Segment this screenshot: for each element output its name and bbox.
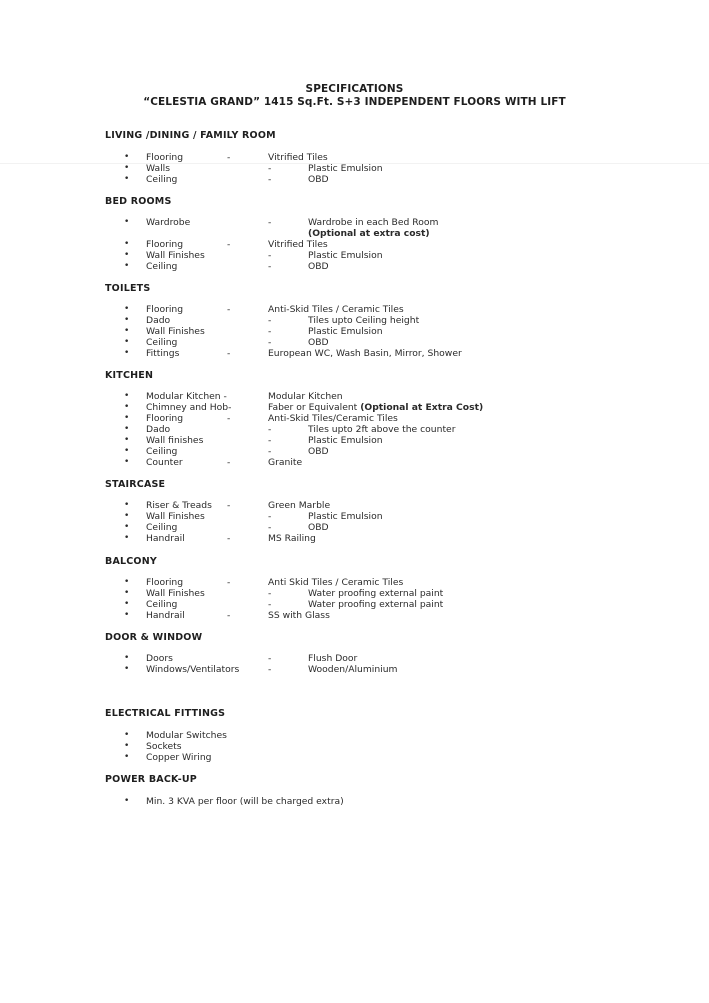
spec-row <box>0 653 709 664</box>
spec-value: Anti-Skid Tiles / Ceramic Tiles <box>268 304 404 315</box>
spec-label: Wardrobe <box>146 217 191 228</box>
spec-label: Ceiling <box>146 599 178 610</box>
spec-row <box>0 326 709 337</box>
bullet <box>124 752 130 763</box>
bullet <box>124 664 130 675</box>
section-heading-electrical: ELECTRICAL FITTINGS <box>105 708 226 719</box>
dash-separator: - <box>268 174 272 185</box>
bullet <box>124 304 130 315</box>
spec-row <box>0 217 709 228</box>
spec-note: (Optional at Extra Cost) <box>360 402 484 413</box>
dash-separator: - <box>227 533 231 544</box>
spec-value: Wardrobe in each Bed Room <box>308 217 439 228</box>
bullet <box>124 522 130 533</box>
bullet <box>124 730 130 741</box>
spec-value-text: Faber or Equivalent <box>268 402 358 413</box>
spec-row <box>0 348 709 359</box>
spec-label: Wall Finishes <box>146 250 205 261</box>
spec-label: Dado <box>146 315 171 326</box>
bullet <box>124 577 130 588</box>
bullet <box>124 500 130 511</box>
section-heading-kitchen: KITCHEN <box>105 370 154 381</box>
spec-label: Windows/Ventilators <box>146 664 240 675</box>
bullet <box>124 457 130 468</box>
dash-separator: - <box>268 511 272 522</box>
spec-row <box>0 511 709 522</box>
spec-label: Flooring <box>146 152 184 163</box>
spec-value: Tiles upto Ceiling height <box>308 315 420 326</box>
spec-note-row <box>0 228 709 239</box>
spec-value: Granite <box>268 457 303 468</box>
bullet <box>124 261 130 272</box>
item-label: Min. 3 KVA per floor (will be charged extra) <box>146 796 344 807</box>
spec-value: Wooden/Aluminium <box>308 664 398 675</box>
spec-value: Vitrified Tiles <box>268 239 328 250</box>
spec-row <box>0 152 709 163</box>
dash-separator: - <box>227 577 231 588</box>
spec-label: Flooring <box>146 239 184 250</box>
spec-row <box>0 163 709 174</box>
spec-label: Flooring <box>146 413 184 424</box>
bullet <box>124 152 130 163</box>
dash-separator: - <box>227 348 231 359</box>
spec-row <box>0 588 709 599</box>
bullet <box>124 796 130 807</box>
spec-value: Plastic Emulsion <box>308 326 383 337</box>
dash-separator: - <box>227 610 231 621</box>
bullet <box>124 174 130 185</box>
section-heading-power: POWER BACK-UP <box>105 774 197 785</box>
spec-row <box>0 457 709 468</box>
spec-value: OBD <box>308 337 329 348</box>
spec-value: Plastic Emulsion <box>308 435 383 446</box>
spec-row <box>0 577 709 588</box>
dash-separator: - <box>268 424 272 435</box>
dash-separator: - <box>268 653 272 664</box>
spec-label: Dado <box>146 424 171 435</box>
spec-label: Walls <box>146 163 171 174</box>
spec-label: Chimney and Hob- <box>146 402 232 413</box>
item-label: Copper Wiring <box>146 752 212 763</box>
dash-separator: - <box>268 588 272 599</box>
spec-label: Wall finishes <box>146 435 204 446</box>
spec-row <box>0 304 709 315</box>
list-item <box>0 730 709 741</box>
list-item <box>0 741 709 752</box>
dash-separator: - <box>268 446 272 457</box>
dash-separator: - <box>227 457 231 468</box>
page-subtitle: “CELESTIA GRAND” 1415 Sq.Ft. S+3 INDEPENDENT FLOORS WITH LIFT <box>143 96 566 108</box>
bullet <box>124 435 130 446</box>
dash-separator: - <box>268 250 272 261</box>
spec-value: OBD <box>308 522 329 533</box>
spec-row <box>0 664 709 675</box>
dash-separator: - <box>268 217 272 228</box>
spec-row <box>0 174 709 185</box>
spec-label: Ceiling <box>146 522 178 533</box>
spec-value: OBD <box>308 174 329 185</box>
spec-row <box>0 522 709 533</box>
spec-row <box>0 337 709 348</box>
page-title: SPECIFICATIONS <box>305 83 404 95</box>
bullet <box>124 446 130 457</box>
section-heading-door-window: DOOR & WINDOW <box>105 632 203 643</box>
bullet <box>124 511 130 522</box>
bullet <box>124 163 130 174</box>
bullet <box>124 217 130 228</box>
spec-row <box>0 599 709 610</box>
dash-separator: - <box>268 522 272 533</box>
bullet <box>124 402 130 413</box>
bullet <box>124 653 130 664</box>
spec-value: European WC, Wash Basin, Mirror, Shower <box>268 348 462 359</box>
bullet <box>124 239 130 250</box>
bullet <box>124 588 130 599</box>
spec-value: Anti Skid Tiles / Ceramic Tiles <box>268 577 404 588</box>
spec-value: Water proofing external paint <box>308 599 444 610</box>
dash-separator: - <box>227 152 231 163</box>
spec-label: Modular Kitchen - <box>146 391 227 402</box>
spec-row <box>0 261 709 272</box>
spec-value: Flush Door <box>308 653 358 664</box>
spec-row <box>0 315 709 326</box>
bullet <box>124 337 130 348</box>
spec-row <box>0 610 709 621</box>
section-heading-living: LIVING /DINING / FAMILY ROOM <box>105 130 276 141</box>
spec-row <box>0 250 709 261</box>
list-item <box>0 752 709 763</box>
spec-row <box>0 402 709 413</box>
item-label: Sockets <box>146 741 182 752</box>
bullet <box>124 348 130 359</box>
dash-separator: - <box>268 337 272 348</box>
dash-separator: - <box>268 261 272 272</box>
spec-row <box>0 500 709 511</box>
list-item <box>0 796 709 807</box>
bullet <box>124 413 130 424</box>
spec-label: Flooring <box>146 304 184 315</box>
spec-label: Wall Finishes <box>146 326 205 337</box>
dash-separator: - <box>227 500 231 511</box>
bullet <box>124 533 130 544</box>
spec-value: Plastic Emulsion <box>308 511 383 522</box>
dash-separator: - <box>227 413 231 424</box>
spec-value: Anti-Skid Tiles/Ceramic Tiles <box>268 413 398 424</box>
spec-label: Ceiling <box>146 261 178 272</box>
bullet <box>124 424 130 435</box>
spec-label: Handrail <box>146 533 185 544</box>
spec-row <box>0 424 709 435</box>
dash-separator: - <box>268 435 272 446</box>
section-heading-toilets: TOILETS <box>105 283 151 294</box>
bullet <box>124 326 130 337</box>
spec-label: Flooring <box>146 577 184 588</box>
spec-value: Green Marble <box>268 500 331 511</box>
item-label: Modular Switches <box>146 730 227 741</box>
spec-row <box>0 446 709 457</box>
spec-row <box>0 391 709 402</box>
spec-label: Ceiling <box>146 174 178 185</box>
spec-value: Tiles upto 2ft above the counter <box>308 424 456 435</box>
bullet <box>124 391 130 402</box>
spec-value: Plastic Emulsion <box>308 163 383 174</box>
spec-value: SS with Glass <box>268 610 330 621</box>
spec-row <box>0 413 709 424</box>
spec-note: (Optional at extra cost) <box>308 228 430 239</box>
spec-value: OBD <box>308 446 329 457</box>
spec-value: Plastic Emulsion <box>308 250 383 261</box>
spec-value: OBD <box>308 261 329 272</box>
dash-separator: - <box>227 304 231 315</box>
dash-separator: - <box>268 163 272 174</box>
dash-separator: - <box>268 599 272 610</box>
section-heading-balcony: BALCONY <box>105 556 157 567</box>
spec-label: Wall Finishes <box>146 511 205 522</box>
bullet <box>124 250 130 261</box>
dash-separator: - <box>227 239 231 250</box>
spec-label: Fittings <box>146 348 180 359</box>
spec-label: Doors <box>146 653 173 664</box>
spec-value: MS Railing <box>268 533 316 544</box>
spec-label: Ceiling <box>146 446 178 457</box>
dash-separator: - <box>268 664 272 675</box>
spec-row <box>0 533 709 544</box>
bullet <box>124 741 130 752</box>
spec-label: Wall Finishes <box>146 588 205 599</box>
spec-label: Counter <box>146 457 183 468</box>
spec-value: Water proofing external paint <box>308 588 444 599</box>
spec-label: Ceiling <box>146 337 178 348</box>
spec-label: Handrail <box>146 610 185 621</box>
bullet <box>124 315 130 326</box>
dash-separator: - <box>268 326 272 337</box>
spec-label: Riser & Treads <box>146 500 212 511</box>
bullet <box>124 599 130 610</box>
spec-row <box>0 239 709 250</box>
section-heading-staircase: STAIRCASE <box>105 479 166 490</box>
spec-value: Vitrified Tiles <box>268 152 328 163</box>
spec-value: Modular Kitchen <box>268 391 343 402</box>
spec-value <box>268 402 483 413</box>
bullet <box>124 610 130 621</box>
spec-row <box>0 435 709 446</box>
dash-separator: - <box>268 315 272 326</box>
section-heading-bedrooms: BED ROOMS <box>105 196 172 207</box>
